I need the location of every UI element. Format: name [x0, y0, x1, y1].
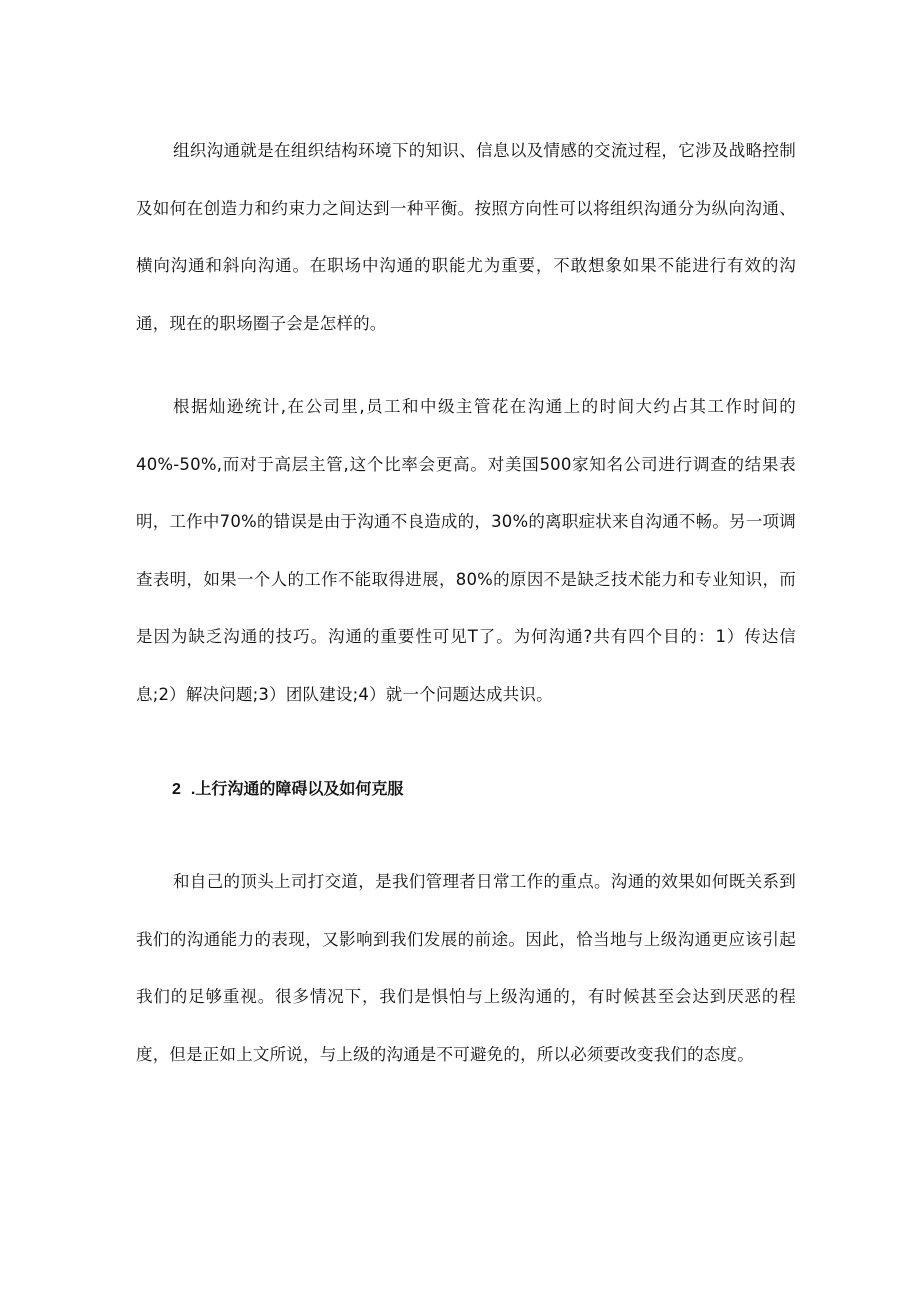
section-number: 2 — [172, 781, 181, 798]
paragraph-upward-communication: 和自己的顶头上司打交道，是我们管理者日常工作的重点。沟通的效果如何既关系到我们的沟通能力的表现，又影响到我们发展的前途。因此，恰当地与上级沟通更应该引起我们的足够重视。很多情况下，我们是惧怕与上级沟通的，有时候甚至会达到厌恶的程度，但是正如上文所说，与上级的沟通是不可避免的，所以必须要改变我们的态度。 — [136, 872, 796, 1064]
section-heading — [172, 776, 403, 799]
section-title: .上行沟通的障碍以及如何克服 — [190, 781, 404, 798]
paragraph-org-communication: 组织沟通就是在组织结构环境下的知识、信息以及情感的交流过程，它涉及战略控制及如何在创造力和约束力之间达到一种平衡。按照方向性可以将组织沟通分为纵向沟通、横向沟通和斜向沟通。在职场中沟通的职能尤为重要，不敢想象如果不能进行有效的沟通，现在的职场圈子会是怎样的。 — [136, 141, 796, 333]
paragraph-communication-statistics: 根据灿逊统计,在公司里,员工和中级主管花在沟通上的时间大约占其工作时间的40%-50%,而对于高层主管,这个比率会更高。对美国500家知名公司进行调查的结果表明，工作中70%的错误是由于沟通不良造成的，30%的离职症状来自沟通不畅。另一项调查表明，如果一个人的工作不能取得进展，80%的原因不是缺乏技术能力和专业知识，而是因为缺乏沟通的技巧。沟通的重要性可见T了。为何沟通?共有四个目的：1）传达信息;2）解决问题;3）团队建设;4）就一个问题达成共识。 — [136, 397, 796, 704]
